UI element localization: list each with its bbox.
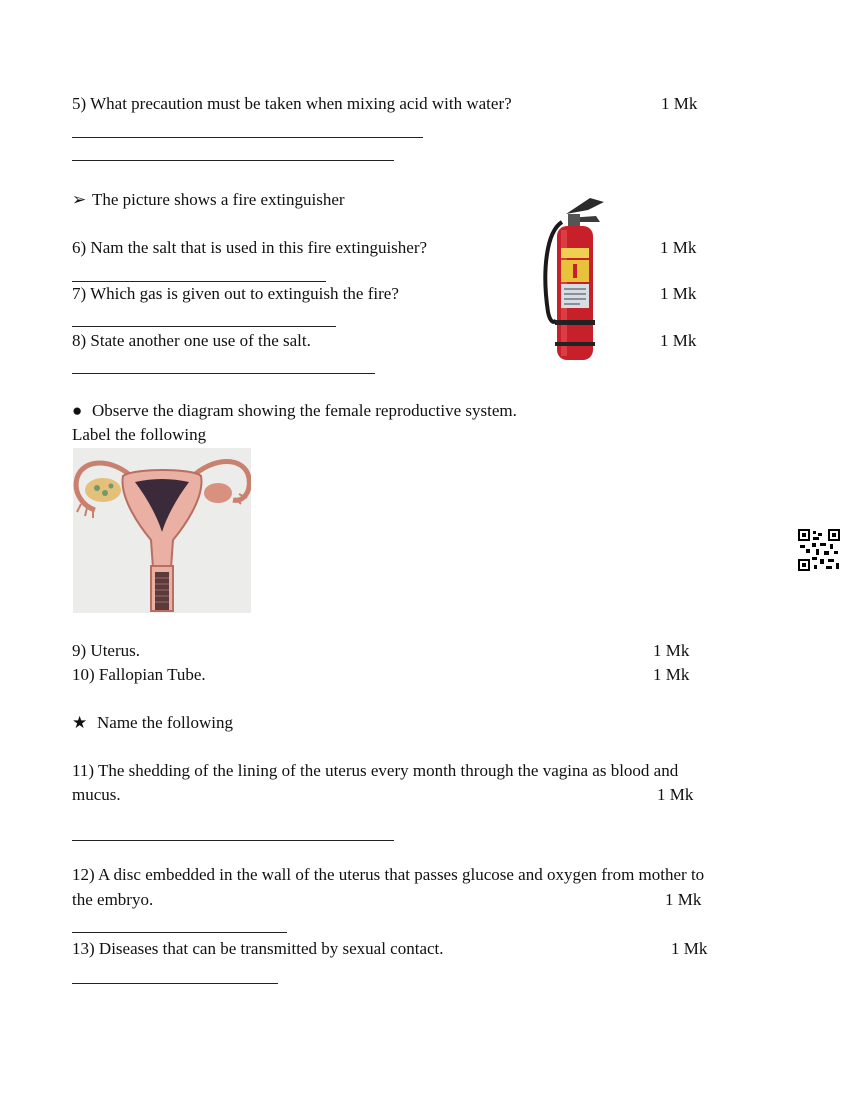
question-9-text: 9) Uterus.	[72, 641, 140, 660]
question-12-line1: 12) A disc embedded in the wall of the uterus that passes glucose and oxygen from mother to	[72, 865, 705, 884]
answer-line	[72, 326, 336, 327]
question-11-marks: 1 Mk	[657, 785, 694, 804]
name-intro	[72, 713, 233, 733]
dot-bullet-icon: ●	[72, 401, 83, 420]
female-reproductive-system-diagram	[73, 448, 251, 613]
question-10-marks: 1 Mk	[653, 665, 690, 684]
question-13-marks: 1 Mk	[671, 939, 708, 958]
question-8-text: 8) State another one use of the salt.	[72, 331, 311, 350]
question-6-text: 6) Nam the salt that is used in this fire extinguisher?	[72, 238, 428, 257]
question-9-marks: 1 Mk	[653, 641, 690, 660]
fire-extinguisher-icon	[540, 192, 610, 364]
question-11-line2: mucus.	[72, 785, 121, 804]
question-12-line2: the embryo.	[72, 890, 154, 909]
fire-intro-text: The picture shows a fire extinguisher	[92, 190, 345, 209]
question-11-line1: 11) The shedding of the lining of the uterus every month through the vagina as blood and	[72, 761, 679, 780]
question-5-text: 5) What precaution must be taken when mixing acid with water?	[72, 94, 512, 113]
answer-line	[72, 373, 375, 374]
repro-intro-text: Observe the diagram showing the female reproductive system.	[92, 401, 517, 420]
answer-line	[72, 840, 394, 841]
answer-line	[72, 160, 394, 161]
repro-intro	[72, 401, 517, 421]
question-7-marks: 1 Mk	[660, 284, 697, 303]
star-bullet-icon: ★	[72, 713, 88, 732]
label-heading: Label the following	[72, 425, 207, 444]
qr-code-icon	[798, 529, 840, 571]
question-10-text: 10) Fallopian Tube.	[72, 665, 206, 684]
question-8-marks: 1 Mk	[660, 331, 697, 350]
arrow-bullet-icon: ➢	[72, 190, 87, 209]
question-5-marks: 1 Mk	[661, 94, 698, 113]
answer-line	[72, 281, 326, 282]
fire-intro	[72, 190, 345, 210]
question-12-marks: 1 Mk	[665, 890, 702, 909]
name-intro-text: Name the following	[97, 713, 233, 732]
question-7-text: 7) Which gas is given out to extinguish the fire?	[72, 284, 399, 303]
answer-line	[72, 932, 287, 933]
question-6-marks: 1 Mk	[660, 238, 697, 257]
question-13-text: 13) Diseases that can be transmitted by sexual contact.	[72, 939, 444, 958]
answer-line	[72, 137, 423, 138]
answer-line	[72, 983, 278, 984]
